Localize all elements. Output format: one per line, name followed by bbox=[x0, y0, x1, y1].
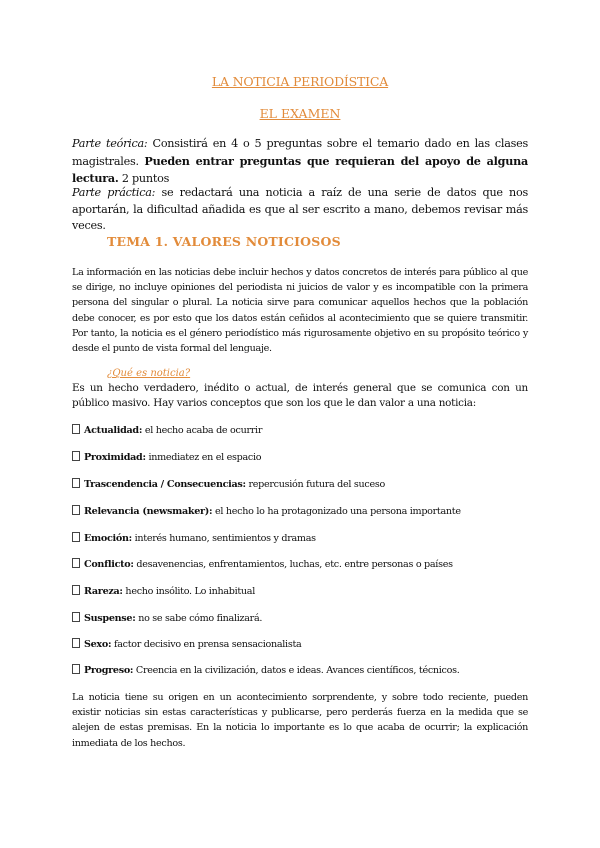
item-text: el hecho lo ha protagonizado una persona importante bbox=[212, 506, 461, 517]
checkbox-glyph-icon bbox=[72, 638, 80, 648]
list-item bbox=[72, 612, 262, 624]
item-label: Sexo: bbox=[84, 639, 112, 650]
checkbox-glyph-icon bbox=[72, 664, 80, 674]
item-text: factor decisivo en prensa sensacionalista bbox=[111, 639, 302, 650]
item-label: Progreso: bbox=[84, 665, 134, 676]
item-label: Actualidad: bbox=[84, 425, 143, 436]
list-item bbox=[72, 558, 453, 570]
intro-paragraph: La información en las noticias debe incluir hechos y datos concretos de interés para público al que se dirige, no incluye opiniones del periodista ni juicios de valor y es incompatible con la primera persona del singular o plural. La noticia sirve para comunicar aquellos hechos que la población debe conocer, es por esto que los datos están ceñidos al acontecimiento que se quiere transmitir. Por tanto, la noticia es el género periodístico más rigurosamente objetivo en su propósito teórico y desde el punto de vista formal del lenguaje. bbox=[72, 267, 528, 355]
checkbox-glyph-icon bbox=[72, 505, 80, 515]
item-text: no se sabe cómo finalizará. bbox=[135, 613, 263, 624]
item-label: Relevancia (newsmaker): bbox=[84, 506, 213, 517]
checkbox-glyph-icon bbox=[72, 478, 80, 488]
item-text: Creencia en la civilización, datos e ideas. Avances científicos, técnicos. bbox=[133, 665, 460, 676]
list-item bbox=[72, 585, 255, 597]
parte-practica-paragraph bbox=[72, 185, 528, 235]
item-label: Rareza: bbox=[84, 586, 123, 597]
item-text: desavenencias, enfrentamientos, luchas, etc. entre personas o países bbox=[133, 559, 453, 570]
item-label: Suspense: bbox=[84, 613, 136, 624]
parte-teorica-bold: Pueden entrar preguntas que requieran del apoyo de alguna lectura. bbox=[72, 153, 528, 185]
item-text: hecho insólito. Lo inhabitual bbox=[122, 586, 255, 597]
list-item bbox=[72, 424, 262, 436]
question-heading: ¿Qué es noticia? bbox=[107, 368, 191, 379]
tema-heading: TEMA 1. VALORES NOTICIOSOS bbox=[107, 234, 341, 249]
checkbox-glyph-icon bbox=[72, 612, 80, 622]
parte-practica-label: Parte práctica: bbox=[72, 186, 156, 199]
item-label: Emoción: bbox=[84, 533, 132, 544]
document-title: LA NOTICIA PERIODÍSTICA bbox=[211, 74, 389, 89]
checkbox-glyph-icon bbox=[72, 585, 80, 595]
definition-paragraph: Es un hecho verdadero, inédito o actual, de interés general que se comunica con un público masivo. Hay varios conceptos que son los que le dan valor a una noticia: bbox=[72, 382, 528, 409]
item-label: Proximidad: bbox=[84, 452, 146, 463]
item-text: el hecho acaba de ocurrir bbox=[142, 425, 263, 436]
checkbox-glyph-icon bbox=[72, 558, 80, 568]
document-subtitle: EL EXAMEN bbox=[259, 106, 341, 121]
item-label: Conflicto: bbox=[84, 559, 134, 570]
item-text: interés humano, sentimientos y dramas bbox=[131, 533, 316, 544]
list-item bbox=[72, 505, 461, 517]
item-label: Trascendencia / Consecuencias: bbox=[84, 479, 246, 490]
parte-teorica-text: Consistirá en 4 o 5 preguntas sobre el temario dado en las clases magistrales. bbox=[72, 137, 529, 168]
list-item bbox=[72, 638, 301, 650]
list-item bbox=[72, 664, 459, 676]
parte-teorica-points: 2 puntos bbox=[118, 172, 170, 185]
parte-teorica-label: Parte teórica: bbox=[72, 137, 148, 150]
list-item bbox=[72, 532, 316, 544]
list-item bbox=[72, 451, 261, 463]
parte-practica-text: se redactará una noticia a raíz de una serie de datos que nos aportarán, la dificultad añadida es que al ser escrito a mano, debemos revisar más veces. bbox=[72, 186, 528, 232]
checkbox-glyph-icon bbox=[72, 424, 80, 434]
checkbox-glyph-icon bbox=[72, 451, 80, 461]
item-text: repercusión futura del suceso bbox=[245, 479, 385, 490]
item-text: inmediatez en el espacio bbox=[145, 452, 262, 463]
closing-paragraph: La noticia tiene su origen en un acontecimiento sorprendente, y sobre todo reciente, pueden existir noticias sin estas características y publicarse, pero perderás fuerza en la medida que se alejen de estas premisas. En la noticia lo importante es lo que acaba de ocurrir; la explicación inmediata de los hechos. bbox=[72, 692, 528, 749]
checkbox-glyph-icon bbox=[72, 532, 80, 542]
list-item bbox=[72, 478, 385, 490]
parte-teorica-paragraph bbox=[72, 136, 528, 188]
